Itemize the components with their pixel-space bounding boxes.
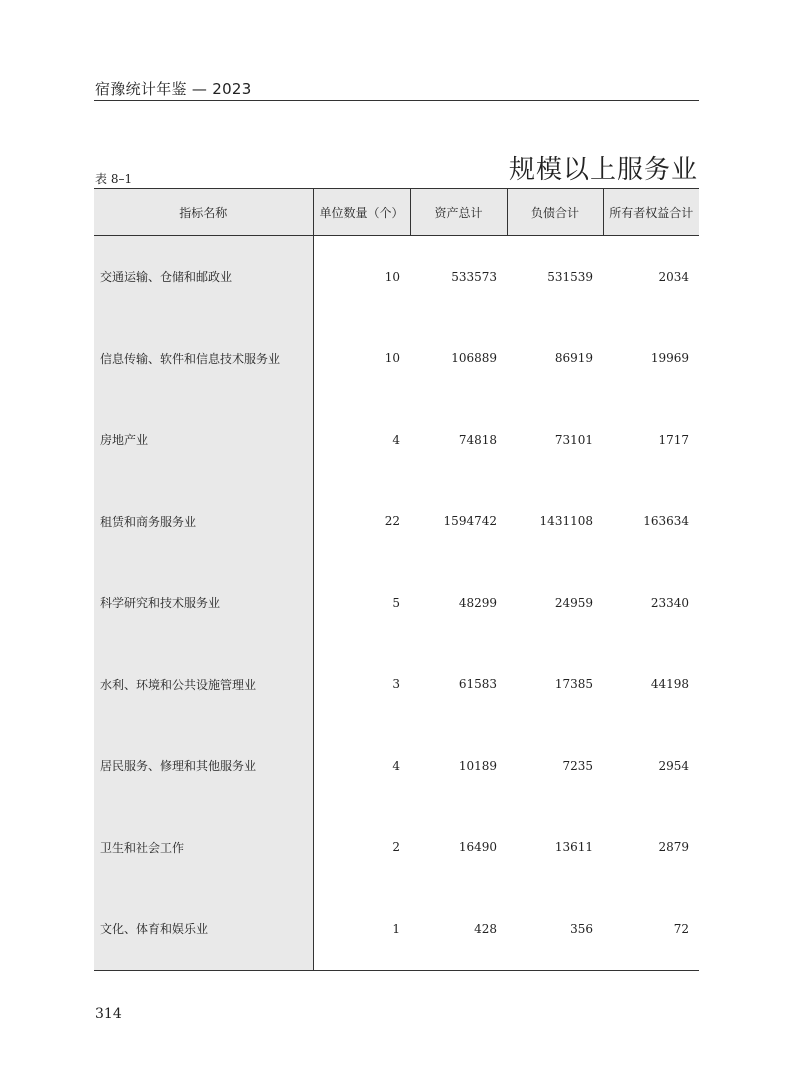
row-assets: 106889	[451, 351, 497, 366]
row-equity: 163634	[643, 514, 689, 529]
page-number: 314	[95, 1006, 122, 1022]
row-name: 卫生和社会工作	[94, 807, 313, 889]
row-name: 房地产业	[94, 399, 313, 481]
row-assets: 428	[410, 888, 507, 970]
row-name: 水利、环境和公共设施管理业	[94, 644, 313, 726]
row-liabilities: 24959	[554, 595, 593, 610]
row-assets: 61583	[458, 677, 497, 692]
row-liabilities: 1431108	[539, 514, 593, 529]
row-name: 文化、体育和娱乐业	[94, 888, 313, 970]
row-assets: 1594742	[443, 514, 497, 529]
row-assets: 533573	[451, 269, 497, 284]
row-units: 4	[392, 432, 400, 447]
row-liabilities: 356	[507, 888, 603, 970]
column-header-liabilities: 负债合计	[507, 189, 603, 236]
table-row	[94, 399, 699, 481]
row-name: 信息传输、软件和信息技术服务业	[94, 318, 313, 400]
table-row	[94, 888, 699, 970]
row-name: 交通运输、仓储和邮政业	[94, 236, 313, 318]
running-header: 宿豫统计年鉴 — 2023	[95, 80, 252, 98]
row-units: 3	[392, 677, 400, 692]
row-units: 2	[392, 840, 400, 855]
column-header-equity: 所有者权益合计	[603, 189, 699, 236]
row-equity: 23340	[650, 595, 689, 610]
row-equity: 72	[603, 888, 699, 970]
table-row	[94, 236, 699, 318]
row-assets: 10189	[458, 758, 497, 773]
table-number: 表 8–1	[95, 172, 133, 186]
row-units: 10	[384, 269, 400, 284]
row-units: 22	[384, 514, 400, 529]
row-name: 居民服务、修理和其他服务业	[94, 725, 313, 807]
row-equity: 44198	[650, 677, 689, 692]
row-liabilities: 531539	[547, 269, 593, 284]
row-units: 10	[384, 351, 400, 366]
row-equity: 2879	[658, 840, 689, 855]
table-row	[94, 562, 699, 644]
page-title: 规模以上服务业	[508, 155, 698, 186]
header-rule	[94, 100, 699, 101]
row-liabilities: 7235	[562, 758, 593, 773]
row-liabilities: 73101	[554, 432, 593, 447]
statistics-table	[94, 188, 699, 971]
row-equity: 1717	[658, 432, 689, 447]
row-name: 租赁和商务服务业	[94, 481, 313, 563]
row-liabilities: 13611	[554, 840, 593, 855]
column-header-indicator: 指标名称	[94, 189, 313, 236]
column-header-units: 单位数量（个）	[313, 189, 410, 236]
table-row	[94, 644, 699, 726]
row-name: 科学研究和技术服务业	[94, 562, 313, 644]
table-row	[94, 481, 699, 563]
row-assets: 74818	[458, 432, 497, 447]
row-equity: 2954	[658, 758, 689, 773]
table-header-row	[94, 189, 699, 236]
row-units: 5	[392, 595, 400, 610]
column-header-assets: 资产总计	[410, 189, 507, 236]
table-row	[94, 807, 699, 889]
row-equity: 2034	[658, 269, 689, 284]
row-units: 4	[392, 758, 400, 773]
table-row	[94, 725, 699, 807]
row-units: 1	[313, 888, 410, 970]
row-assets: 16490	[458, 840, 497, 855]
row-assets: 48299	[458, 595, 497, 610]
table-row	[94, 318, 699, 400]
row-liabilities: 17385	[554, 677, 593, 692]
row-equity: 19969	[650, 351, 689, 366]
row-liabilities: 86919	[554, 351, 593, 366]
